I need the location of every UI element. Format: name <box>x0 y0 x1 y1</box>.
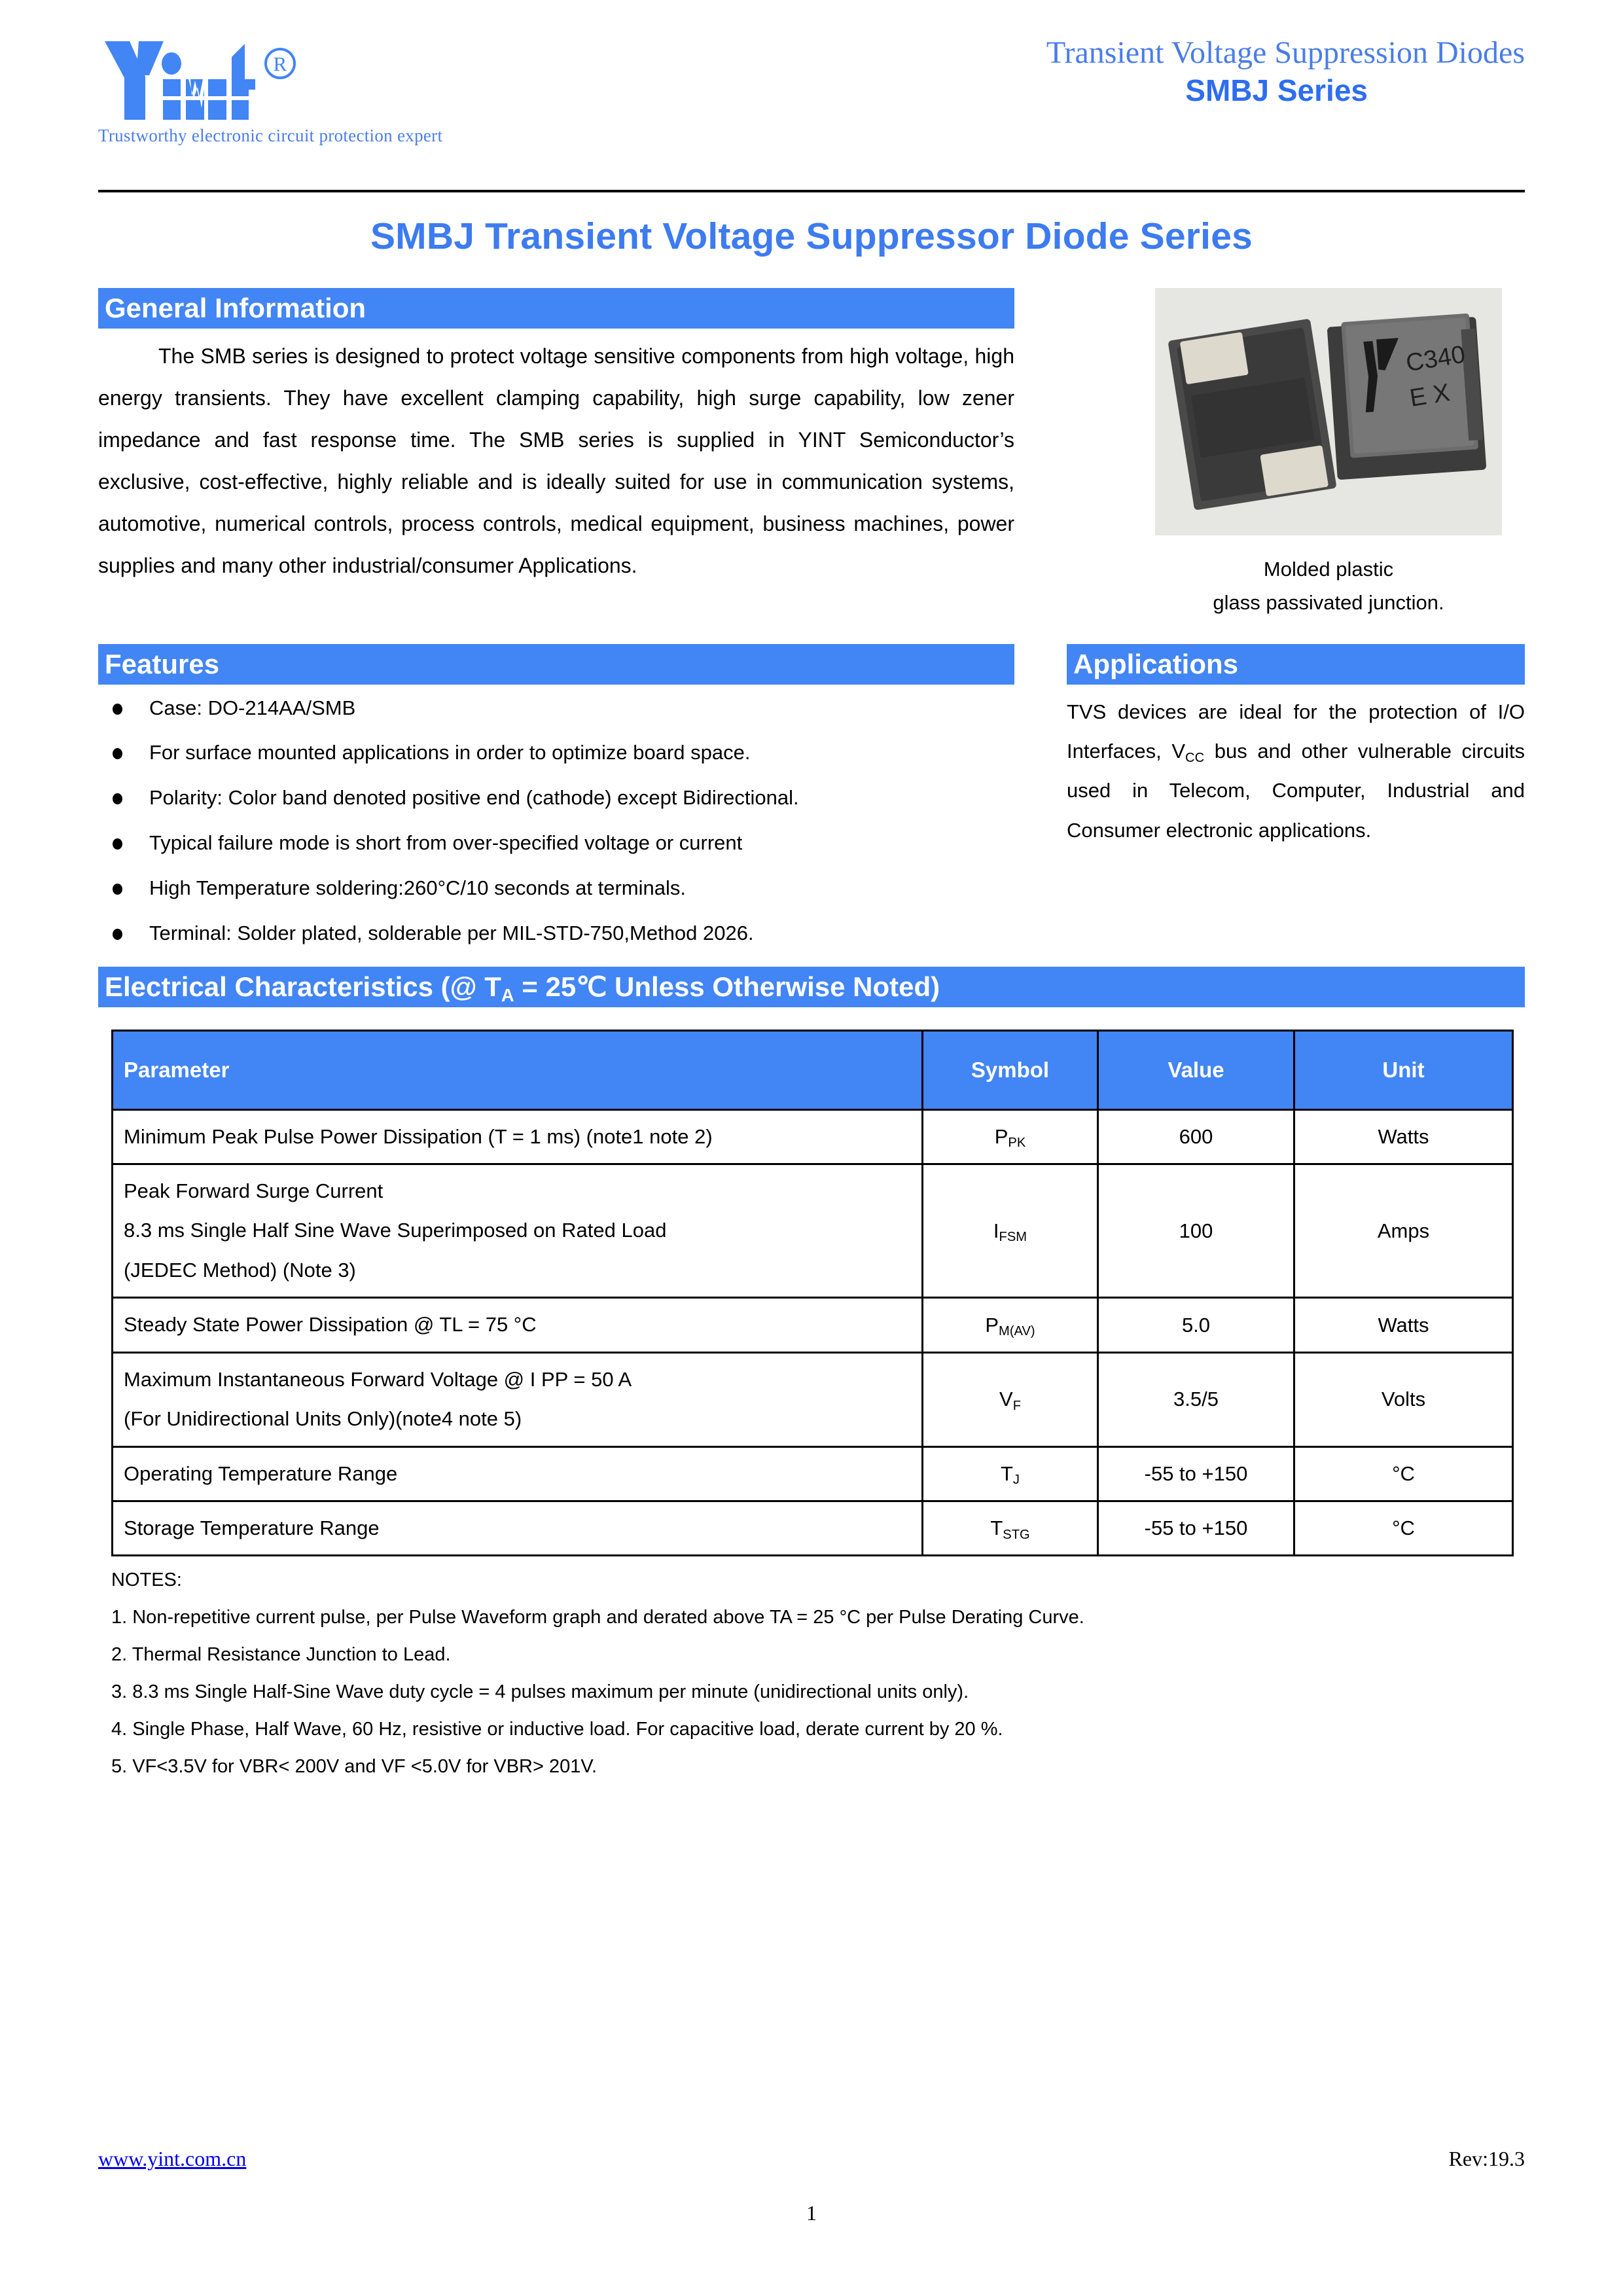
cell-value: 5.0 <box>1098 1298 1294 1352</box>
cell-parameter <box>113 1164 923 1297</box>
feature-text: Terminal: Solder plated, solderable per MIL-STD-750,Method 2026. <box>149 922 754 945</box>
table-row <box>113 1298 1513 1352</box>
note-item: 1. Non-repetitive current pulse, per Pulse Waveform graph and derated above TA = 25 °C per Pulse Derating Curve. <box>111 1607 1084 1628</box>
table-header-row <box>113 1030 1513 1109</box>
symbol-base: P <box>985 1313 999 1336</box>
applications-heading: Applications <box>1067 644 1525 685</box>
svg-text:E X: E X <box>1408 379 1452 413</box>
page-header <box>98 0 1525 164</box>
parameter-line: Storage Temperature Range <box>124 1516 380 1540</box>
cell-parameter <box>113 1352 923 1446</box>
list-item <box>98 875 1014 902</box>
parameter-line: Operating Temperature Range <box>124 1462 398 1485</box>
symbol-base: P <box>994 1124 1008 1148</box>
photo-caption-line-2: glass passivated junction. <box>1213 591 1444 615</box>
symbol-subscript: F <box>1012 1398 1021 1413</box>
cell-unit: Watts <box>1294 1298 1513 1352</box>
applications-text-part1: TVS devices are ideal for the protection of I/O Interfaces, V <box>1067 700 1525 762</box>
features-list <box>98 695 1014 947</box>
bullet-icon <box>113 793 122 804</box>
page-number: 1 <box>806 2201 817 2225</box>
cell-symbol <box>923 1446 1098 1501</box>
general-information-heading: General Information <box>98 288 1014 329</box>
page-title: SMBJ Transient Voltage Suppressor Diode Series <box>370 215 1253 257</box>
symbol-subscript: PK <box>1008 1136 1026 1151</box>
cell-symbol <box>923 1352 1098 1446</box>
revision-label: Rev:19.3 <box>1448 2147 1525 2170</box>
bullet-icon <box>113 884 122 895</box>
table-row <box>113 1446 1513 1501</box>
bullet-icon <box>113 838 122 850</box>
cell-unit: °C <box>1294 1501 1513 1556</box>
feature-text: Polarity: Color band denoted positive end (cathode) except Bidirectional. <box>149 786 799 810</box>
ec-heading-part2: = 25℃ Unless Otherwise Noted) <box>514 971 940 1002</box>
cell-unit: Volts <box>1294 1352 1513 1446</box>
feature-text: High Temperature soldering:260°C/10 seconds at terminals. <box>149 876 686 900</box>
cell-symbol <box>923 1164 1098 1297</box>
general-information-section <box>98 288 1525 622</box>
yint-logo-icon <box>98 36 373 124</box>
list-item <box>98 920 1014 947</box>
features-applications-section <box>98 644 1525 947</box>
column-header-value: Value <box>1098 1030 1294 1109</box>
symbol-subscript: STG <box>1003 1527 1030 1542</box>
bullet-icon <box>113 929 122 940</box>
symbol-subscript: M(AV) <box>999 1324 1035 1339</box>
parameter-line: (JEDEC Method) (Note 3) <box>124 1258 356 1282</box>
cell-symbol <box>923 1109 1098 1164</box>
parameter-line: 8.3 ms Single Half Sine Wave Superimposed on Rated Load <box>124 1219 667 1242</box>
header-divider <box>98 190 1525 192</box>
header-series-name: SMBJ Series <box>1185 73 1368 107</box>
cell-parameter <box>113 1501 923 1556</box>
cell-symbol <box>923 1501 1098 1556</box>
electrical-characteristics-table <box>111 1030 1514 1557</box>
note-item: 2. Thermal Resistance Junction to Lead. <box>111 1644 451 1666</box>
company-tagline: Trustworthy electronic circuit protection expert <box>98 126 443 145</box>
cell-value: -55 to +150 <box>1098 1446 1294 1501</box>
page-footer <box>98 2147 1525 2225</box>
features-block <box>98 644 1014 947</box>
cell-value: 600 <box>1098 1109 1294 1164</box>
symbol-base: T <box>990 1516 1003 1540</box>
symbol-base: T <box>1000 1462 1013 1485</box>
cell-value: 3.5/5 <box>1098 1352 1294 1446</box>
list-item <box>98 785 1014 812</box>
parameter-line: Steady State Power Dissipation @ TL = 75 °C <box>124 1313 537 1336</box>
list-item <box>98 740 1014 766</box>
svg-text:C340: C340 <box>1404 340 1467 378</box>
cell-value: 100 <box>1098 1164 1294 1297</box>
general-information-body: The SMB series is designed to protect voltage sensitive components from high voltage, high energy transients. They have excellent clamping capability, high surge capability, low zener impedance and fast response time. The SMB series is supplied in YINT Semiconductor’s exclusive, cost-effective, highly reliable and is ideally suited for use in communication systems, automotive, numerical controls, process controls, medical equipment, business machines, power supplies and many other industrial/consumer Applications. <box>98 344 1014 577</box>
ec-heading-part1: Electrical Characteristics (@ T <box>105 971 501 1002</box>
list-item <box>98 830 1014 857</box>
cell-parameter <box>113 1109 923 1164</box>
company-logo <box>98 36 517 146</box>
product-photo-block <box>1132 288 1525 619</box>
footer-row <box>98 2147 1525 2171</box>
column-header-unit: Unit <box>1294 1030 1513 1109</box>
cell-unit: Watts <box>1294 1109 1513 1164</box>
bullet-icon <box>113 748 122 759</box>
symbol-base: I <box>993 1219 999 1242</box>
symbol-subscript: FSM <box>999 1230 1027 1245</box>
cell-unit: °C <box>1294 1446 1513 1501</box>
note-item: 3. 8.3 ms Single Half-Sine Wave duty cycle = 4 pulses maximum per minute (unidirectional units only). <box>111 1681 969 1703</box>
table-row <box>113 1501 1513 1556</box>
symbol-subscript: J <box>1012 1473 1020 1488</box>
feature-text: For surface mounted applications in order to optimize board space. <box>149 741 751 764</box>
table-row <box>113 1109 1513 1164</box>
applications-body <box>1067 692 1525 851</box>
features-heading: Features <box>98 644 1014 685</box>
cell-parameter <box>113 1446 923 1501</box>
cell-symbol <box>923 1298 1098 1352</box>
parameter-line: (For Unidirectional Units Only)(note4 note 5) <box>124 1407 522 1431</box>
cell-unit: Amps <box>1294 1164 1513 1297</box>
svg-text:R: R <box>273 52 287 75</box>
note-item: 5. VF<3.5V for VBR< 200V and VF <5.0V for VBR> 201V. <box>111 1756 597 1778</box>
bullet-icon <box>113 704 122 715</box>
cell-parameter <box>113 1298 923 1352</box>
parameter-line: Minimum Peak Pulse Power Dissipation (T = 1 ms) (note1 note 2) <box>124 1124 713 1148</box>
general-information-left <box>98 288 1014 586</box>
note-item: 4. Single Phase, Half Wave, 60 Hz, resistive or inductive load. For capacitive load, derate current by 20 %. <box>111 1719 1003 1740</box>
notes-section <box>111 1571 1525 1776</box>
notes-heading: NOTES: <box>111 1570 182 1591</box>
feature-text: Typical failure mode is short from over-specified voltage or current <box>149 831 743 855</box>
table-row <box>113 1164 1513 1297</box>
product-photo-caption <box>1132 552 1525 619</box>
parameter-line: Maximum Instantaneous Forward Voltage @ I PP = 50 A <box>124 1367 632 1391</box>
header-product-family: Transient Voltage Suppression Diodes <box>1046 35 1525 70</box>
product-photo <box>1155 288 1502 535</box>
symbol-base: V <box>999 1388 1013 1411</box>
electrical-characteristics-heading <box>98 967 1525 1007</box>
applications-block <box>1067 644 1525 850</box>
feature-text: Case: DO-214AA/SMB <box>149 696 356 719</box>
list-item <box>98 695 1014 722</box>
column-header-parameter: Parameter <box>113 1030 923 1109</box>
website-link[interactable]: www.yint.com.cn <box>98 2147 247 2170</box>
cell-value: -55 to +150 <box>1098 1501 1294 1556</box>
applications-text-part2: bus and other vulnerable circuits used in Telecom, Computer, Industrial and Consumer electronic applications. <box>1067 739 1525 842</box>
vcc-subscript: CC <box>1185 750 1205 765</box>
header-series-block <box>772 36 1525 108</box>
table-row <box>113 1352 1513 1446</box>
photo-caption-line-1: Molded plastic <box>1263 558 1394 581</box>
parameter-line: Peak Forward Surge Current <box>124 1179 383 1202</box>
column-header-symbol: Symbol <box>923 1030 1098 1109</box>
ta-subscript: A <box>501 984 514 1005</box>
